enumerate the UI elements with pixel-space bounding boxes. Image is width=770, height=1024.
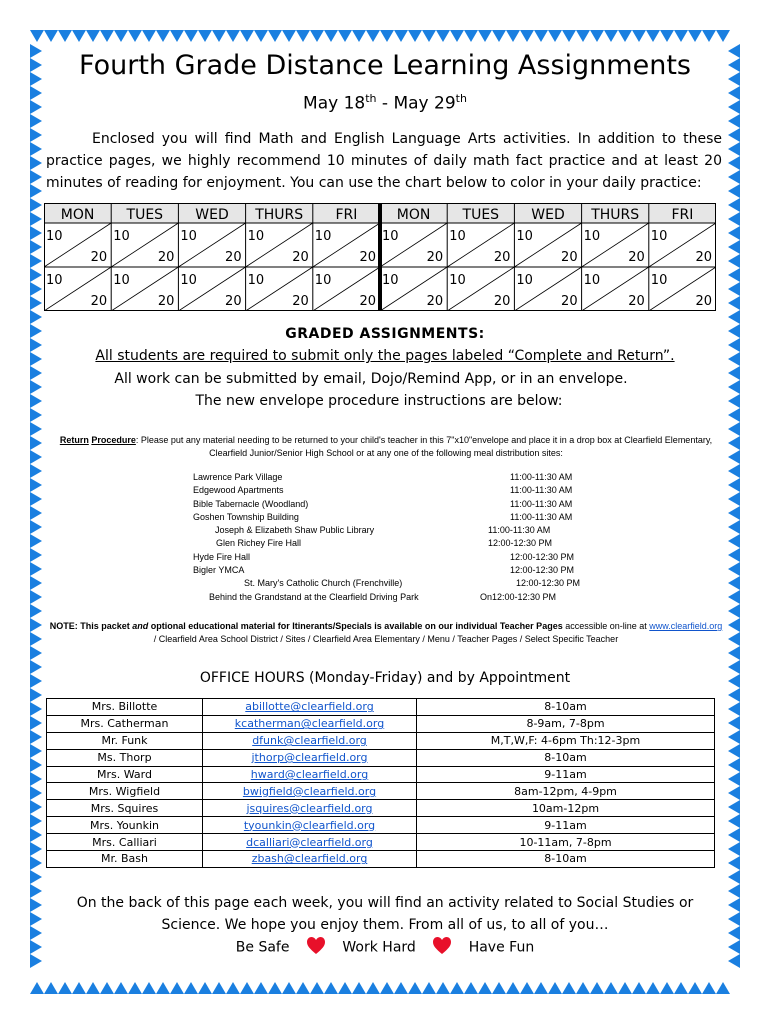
graded-assignments-heading: GRADED ASSIGNMENTS: <box>285 326 485 342</box>
teacher-name: Mrs. Younkin <box>47 817 203 834</box>
teacher-email-link[interactable]: zbash@clearfield.org <box>203 851 417 868</box>
motto-line <box>0 936 770 959</box>
site-time: 11:00-11:30 AM <box>510 499 573 509</box>
site-name: Joseph & Elizabeth Shaw Public Library <box>215 525 375 535</box>
teacher-name: Mrs. Catherman <box>47 715 203 732</box>
minutes-20: 20 <box>292 294 309 309</box>
minutes-10: 10 <box>382 273 399 288</box>
teacher-hours: 8-10am <box>417 699 715 716</box>
teacher-name: Mrs. Calliari <box>47 834 203 851</box>
minutes-20: 20 <box>225 250 242 265</box>
teacher-email-link[interactable]: dfunk@clearfield.org <box>203 732 417 749</box>
site-time: 12:00-12:30 PM <box>488 538 553 548</box>
motto-have-fun: Have Fun <box>468 939 535 956</box>
site-name: St. Mary's Catholic Church (Frenchville) <box>244 578 403 588</box>
site-name: Lawrence Park Village <box>193 472 283 482</box>
minutes-20: 20 <box>426 294 444 309</box>
clearfield-website-link[interactable]: www.clearfield.org <box>649 621 723 631</box>
teacher-email-link[interactable]: jthorp@clearfield.org <box>203 749 417 766</box>
site-time: 12:00-12:30 PM <box>516 578 581 588</box>
minutes-20: 20 <box>561 294 578 309</box>
teacher-name: Mrs. Billotte <box>47 699 203 716</box>
minutes-20: 20 <box>90 250 108 265</box>
site-time: 12:00-12:30 PM <box>510 552 575 562</box>
minutes-10: 10 <box>382 229 399 244</box>
minutes-20: 20 <box>695 250 712 265</box>
date-range: May 18th - May 29th <box>303 92 467 114</box>
office-hours-table <box>46 698 715 868</box>
minutes-10: 10 <box>113 273 130 288</box>
teacher-hours: M,T,W,F: 4-6pm Th:12-3pm <box>417 732 715 749</box>
table-row <box>47 766 715 783</box>
minutes-20: 20 <box>225 294 242 309</box>
minutes-10: 10 <box>516 229 533 244</box>
minutes-10: 10 <box>516 273 533 288</box>
minutes-10: 10 <box>180 229 197 244</box>
teacher-pages-note: NOTE: This packet and optional educational material for Itinerants/Specials is available on our individual Teacher Pages accessible on-line at www.clearfield.org / Clearfield Area School District / Sites / Clearfield Area Elementary / Menu / Teacher Pages / Select Specific Teacher <box>49 621 723 644</box>
closing-paragraph: On the back of this page each week, you will find an activity related to Social Studies or Science. We hope you enjoy them. From all of us, to all of you… <box>76 895 694 933</box>
site-time: 11:00-11:30 AM <box>510 485 573 495</box>
site-name: Glen Richey Fire Hall <box>216 538 302 548</box>
teacher-name: Ms. Thorp <box>47 749 203 766</box>
teacher-name: Mrs. Wigfield <box>47 783 203 800</box>
table-row <box>47 732 715 749</box>
motto-work-hard: Work Hard <box>342 939 416 956</box>
minutes-10: 10 <box>650 273 668 288</box>
site-time: 12:00-12:30 PM <box>510 565 575 575</box>
minutes-10: 10 <box>650 229 668 244</box>
site-time: On12:00-12:30 PM <box>480 592 557 602</box>
day-label: THURS <box>591 207 640 223</box>
minutes-10: 10 <box>449 229 466 244</box>
table-row <box>47 749 715 766</box>
minutes-10: 10 <box>314 229 332 244</box>
day-label: THURS <box>255 207 304 223</box>
teacher-hours: 8-9am, 7-8pm <box>417 715 715 732</box>
site-time: 11:00-11:30 AM <box>488 525 551 535</box>
minutes-20: 20 <box>493 294 511 309</box>
table-row <box>47 817 715 834</box>
minutes-20: 20 <box>157 294 175 309</box>
table-row <box>47 800 715 817</box>
teacher-email-link[interactable]: bwigfield@clearfield.org <box>203 783 417 800</box>
minutes-20: 20 <box>359 294 376 309</box>
motto-be-safe: Be Safe <box>235 939 290 956</box>
site-name: Hyde Fire Hall <box>193 552 251 562</box>
minutes-20: 20 <box>561 250 578 265</box>
site-time: 11:00-11:30 AM <box>510 472 573 482</box>
minutes-10: 10 <box>583 273 601 288</box>
table-row <box>47 851 715 868</box>
minutes-20: 20 <box>426 250 444 265</box>
teacher-hours: 8am-12pm, 4-9pm <box>417 783 715 800</box>
intro-paragraph: Enclosed you will find Math and English Language Arts activities. In addition to these practice pages, we highly recommend 10 minutes of daily math fact practice and at least 20 minutes of reading for enjoyment. You can use the chart below to color in your daily practice: <box>46 131 722 191</box>
day-label: WED <box>531 207 565 223</box>
table-row <box>47 715 715 732</box>
minutes-10: 10 <box>247 229 265 244</box>
day-label: TUES <box>462 207 500 223</box>
teacher-hours: 10am-12pm <box>417 800 715 817</box>
teacher-hours: 10-11am, 7-8pm <box>417 834 715 851</box>
site-name: Edgewood Apartments <box>193 485 284 495</box>
teacher-hours: 9-11am <box>417 817 715 834</box>
minutes-20: 20 <box>90 294 108 309</box>
minutes-20: 20 <box>628 250 645 265</box>
minutes-20: 20 <box>359 250 376 265</box>
submission-requirement: All students are required to submit only the pages labeled “Complete and Return”. <box>95 348 675 364</box>
day-label: WED <box>195 207 229 223</box>
site-name: Behind the Grandstand at the Clearfield Driving Park <box>209 592 419 602</box>
site-time: 11:00-11:30 AM <box>510 512 573 522</box>
minutes-10: 10 <box>583 229 601 244</box>
teacher-name: Mr. Funk <box>47 732 203 749</box>
teacher-name: Mrs. Ward <box>47 766 203 783</box>
return-procedure: Return Procedure: Please put any material needing to be returned to your child's teacher in this 7"x10"envelope and place it in a drop box at Clearfield Elementary, Clearfield Junior/Senior High School or at any one of the following meal distribution sites: <box>59 435 713 458</box>
teacher-email-link[interactable]: abillotte@clearfield.org <box>203 699 417 716</box>
envelope-procedure-intro: The new envelope procedure instructions are below: <box>195 393 563 409</box>
teacher-email-link[interactable]: jsquires@clearfield.org <box>203 800 417 817</box>
site-name: Goshen Township Building <box>193 512 299 522</box>
minutes-10: 10 <box>46 229 63 244</box>
minutes-20: 20 <box>695 294 712 309</box>
minutes-10: 10 <box>449 273 466 288</box>
minutes-20: 20 <box>157 250 175 265</box>
day-label: TUES <box>126 207 164 223</box>
minutes-20: 20 <box>493 250 511 265</box>
teacher-name: Mr. Bash <box>47 851 203 868</box>
minutes-10: 10 <box>180 273 197 288</box>
teacher-email-link[interactable]: dcalliari@clearfield.org <box>203 834 417 851</box>
day-label: FRI <box>671 207 694 223</box>
minutes-10: 10 <box>113 229 130 244</box>
daily-practice-tracker <box>44 203 716 311</box>
minutes-10: 10 <box>46 273 63 288</box>
teacher-hours: 8-10am <box>417 749 715 766</box>
teacher-hours: 9-11am <box>417 766 715 783</box>
minutes-10: 10 <box>247 273 265 288</box>
minutes-10: 10 <box>314 273 332 288</box>
heart-icon <box>306 936 326 959</box>
day-label: FRI <box>335 207 358 223</box>
minutes-20: 20 <box>628 294 645 309</box>
submission-methods: All work can be submitted by email, Dojo/Remind App, or in an envelope. <box>114 371 628 387</box>
teacher-email-link[interactable]: tyounkin@clearfield.org <box>203 817 417 834</box>
heart-icon <box>432 936 452 959</box>
office-hours-heading: OFFICE HOURS (Monday-Friday) and by Appointment <box>199 670 571 686</box>
teacher-email-link[interactable]: hward@clearfield.org <box>203 766 417 783</box>
teacher-email-link[interactable]: kcatherman@clearfield.org <box>203 715 417 732</box>
day-label: MON <box>60 207 95 223</box>
table-row <box>47 783 715 800</box>
page-title: Fourth Grade Distance Learning Assignments <box>79 50 691 81</box>
site-name: Bible Tabernacle (Woodland) <box>193 499 309 509</box>
table-row <box>47 699 715 716</box>
teacher-name: Mrs. Squires <box>47 800 203 817</box>
day-label: MON <box>396 207 431 223</box>
teacher-hours: 8-10am <box>417 851 715 868</box>
minutes-20: 20 <box>292 250 309 265</box>
site-name: Bigler YMCA <box>193 565 245 575</box>
table-row <box>47 834 715 851</box>
